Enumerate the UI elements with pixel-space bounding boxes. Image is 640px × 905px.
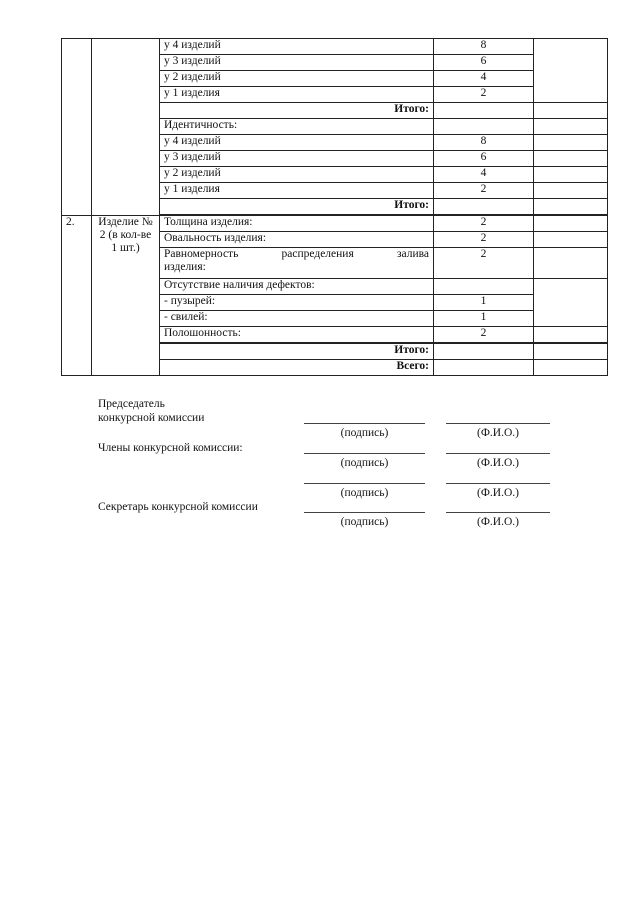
points-cell: 4 xyxy=(434,167,534,183)
grand-total-label: Всего: xyxy=(160,360,434,376)
member-2-signature-line xyxy=(304,483,425,484)
points-cell: 4 xyxy=(434,71,534,87)
criterion-cell: - свилей: xyxy=(160,311,434,327)
criterion-cell: у 4 изделий xyxy=(160,39,434,55)
member-2-name-caption: (Ф.И.О.) xyxy=(477,487,519,499)
secretary-signature-caption: (подпись) xyxy=(340,516,389,528)
secretary-name-line xyxy=(446,512,550,513)
points-cell: 2 xyxy=(434,232,534,248)
criterion-cell: у 2 изделий xyxy=(160,167,434,183)
points-cell: 1 xyxy=(434,295,534,311)
total-label: Итого: xyxy=(160,103,434,119)
member-2-name-line xyxy=(446,483,550,484)
criterion-line-1: Равномерность распределения залива xyxy=(164,248,429,260)
criterion-heading: Идентичность: xyxy=(160,119,434,135)
points-cell: 6 xyxy=(434,151,534,167)
points-cell: 2 xyxy=(434,248,534,279)
criterion-cell: у 4 изделий xyxy=(160,135,434,151)
chair-signature-caption: (подпись) xyxy=(340,427,389,439)
criterion-cell: у 1 изделия xyxy=(160,183,434,199)
chair-label-line-1: Председатель xyxy=(98,398,165,410)
criterion-cell: у 3 изделий xyxy=(160,55,434,71)
points-cell: 2 xyxy=(434,216,534,232)
points-cell: 2 xyxy=(434,87,534,103)
members-label: Члены конкурсной комиссии: xyxy=(98,442,243,454)
criterion-cell: Овальность изделия: xyxy=(160,232,434,248)
points-cell: 8 xyxy=(434,135,534,151)
member-1-name-line xyxy=(446,453,550,454)
points-cell: 8 xyxy=(434,39,534,55)
chair-name-line xyxy=(446,423,550,424)
item-number-cell: 2. xyxy=(62,216,92,376)
secretary-name-caption: (Ф.И.О.) xyxy=(477,516,519,528)
chair-signature-line xyxy=(304,423,425,424)
criterion-heading: Отсутствие наличия дефектов: xyxy=(160,279,434,295)
criterion-cell: - пузырей: xyxy=(160,295,434,311)
points-cell: 2 xyxy=(434,327,534,343)
item-name-cell: Изделие № 2 (в кол-ве 1 шт.) xyxy=(92,216,160,376)
criterion-cell: у 3 изделий xyxy=(160,151,434,167)
points-cell: 6 xyxy=(434,55,534,71)
points-cell: 2 xyxy=(434,183,534,199)
member-1-name-caption: (Ф.И.О.) xyxy=(477,457,519,469)
member-1-signature-caption: (подпись) xyxy=(340,457,389,469)
member-2-signature-caption: (подпись) xyxy=(340,487,389,499)
criterion-cell: у 2 изделий xyxy=(160,71,434,87)
criterion-cell: Полошонность: xyxy=(160,327,434,343)
secretary-label: Секретарь конкурсной комиссии xyxy=(98,501,258,513)
criterion-cell: у 1 изделия xyxy=(160,87,434,103)
points-cell: 1 xyxy=(434,311,534,327)
total-label: Итого: xyxy=(160,344,434,360)
total-label: Итого: xyxy=(160,199,434,215)
member-1-signature-line xyxy=(304,453,425,454)
criterion-line-2: изделия: xyxy=(164,261,206,273)
criterion-cell: Толщина изделия: xyxy=(160,216,434,232)
chair-label-line-2: конкурсной комиссии xyxy=(98,412,205,424)
chair-name-caption: (Ф.И.О.) xyxy=(477,427,519,439)
secretary-signature-line xyxy=(304,512,425,513)
